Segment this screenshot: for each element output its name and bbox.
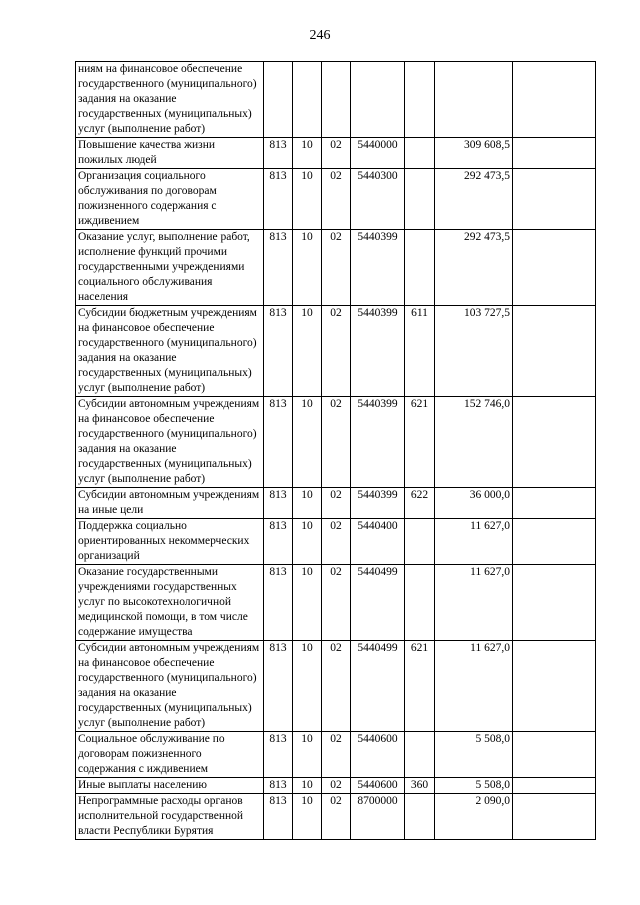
row-name: Социальное обслуживание по договорам пожизненного содержания с иждивением bbox=[76, 732, 264, 778]
ministry-code: 813 bbox=[264, 230, 293, 306]
row-name: ниям на финансовое обеспечение государственного (муниципального) задания на оказание государственных (муниципальных) услуг (выполнение работ) bbox=[76, 62, 264, 138]
subsection-code: 02 bbox=[322, 641, 351, 732]
section-code bbox=[293, 62, 322, 138]
table-row bbox=[76, 794, 596, 840]
page-number: 246 bbox=[309, 28, 331, 43]
target-code: 5440300 bbox=[351, 169, 405, 230]
extra-cell bbox=[513, 778, 596, 794]
amount: 2 090,0 bbox=[435, 794, 513, 840]
target-code: 5440499 bbox=[351, 565, 405, 641]
ministry-code bbox=[264, 62, 293, 138]
target-code bbox=[351, 62, 405, 138]
expense-type-code bbox=[405, 732, 435, 778]
subsection-code bbox=[322, 62, 351, 138]
section-code: 10 bbox=[293, 565, 322, 641]
section-code: 10 bbox=[293, 488, 322, 519]
amount: 103 727,5 bbox=[435, 306, 513, 397]
row-name: Непрограммные расходы органов исполнительной государственной власти Республики Бурятия bbox=[76, 794, 264, 840]
subsection-code: 02 bbox=[322, 794, 351, 840]
target-code: 8700000 bbox=[351, 794, 405, 840]
ministry-code: 813 bbox=[264, 397, 293, 488]
table-row bbox=[76, 641, 596, 732]
expense-type-code: 621 bbox=[405, 641, 435, 732]
ministry-code: 813 bbox=[264, 565, 293, 641]
amount: 309 608,5 bbox=[435, 138, 513, 169]
amount: 292 473,5 bbox=[435, 230, 513, 306]
amount: 11 627,0 bbox=[435, 519, 513, 565]
extra-cell bbox=[513, 519, 596, 565]
section-code: 10 bbox=[293, 732, 322, 778]
target-code: 5440499 bbox=[351, 641, 405, 732]
table-row bbox=[76, 778, 596, 794]
extra-cell bbox=[513, 488, 596, 519]
table-row bbox=[76, 169, 596, 230]
target-code: 5440399 bbox=[351, 488, 405, 519]
expense-type-code: 622 bbox=[405, 488, 435, 519]
table-row bbox=[76, 732, 596, 778]
table-row bbox=[76, 138, 596, 169]
section-code: 10 bbox=[293, 641, 322, 732]
amount: 11 627,0 bbox=[435, 565, 513, 641]
table-row bbox=[76, 488, 596, 519]
table-row bbox=[76, 306, 596, 397]
target-code: 5440399 bbox=[351, 306, 405, 397]
subsection-code: 02 bbox=[322, 169, 351, 230]
section-code: 10 bbox=[293, 794, 322, 840]
row-name: Субсидии автономным учреждениям на иные цели bbox=[76, 488, 264, 519]
row-name: Повышение качества жизни пожилых людей bbox=[76, 138, 264, 169]
section-code: 10 bbox=[293, 138, 322, 169]
extra-cell bbox=[513, 397, 596, 488]
amount: 5 508,0 bbox=[435, 732, 513, 778]
amount: 5 508,0 bbox=[435, 778, 513, 794]
row-name: Иные выплаты населению bbox=[76, 778, 264, 794]
section-code: 10 bbox=[293, 519, 322, 565]
amount: 11 627,0 bbox=[435, 641, 513, 732]
ministry-code: 813 bbox=[264, 138, 293, 169]
table-row bbox=[76, 230, 596, 306]
subsection-code: 02 bbox=[322, 488, 351, 519]
budget-table bbox=[75, 61, 596, 840]
expense-type-code bbox=[405, 230, 435, 306]
table-row bbox=[76, 62, 596, 138]
row-name: Субсидии автономным учреждениям на финансовое обеспечение государственного (муниципального) задания на оказание государственных (муниципальных) услуг (выполнение работ) bbox=[76, 641, 264, 732]
section-code: 10 bbox=[293, 230, 322, 306]
ministry-code: 813 bbox=[264, 778, 293, 794]
table-row bbox=[76, 565, 596, 641]
extra-cell bbox=[513, 169, 596, 230]
subsection-code: 02 bbox=[322, 230, 351, 306]
extra-cell bbox=[513, 794, 596, 840]
ministry-code: 813 bbox=[264, 641, 293, 732]
expense-type-code bbox=[405, 169, 435, 230]
subsection-code: 02 bbox=[322, 732, 351, 778]
extra-cell bbox=[513, 732, 596, 778]
subsection-code: 02 bbox=[322, 397, 351, 488]
expense-type-code bbox=[405, 138, 435, 169]
extra-cell bbox=[513, 641, 596, 732]
section-code: 10 bbox=[293, 397, 322, 488]
extra-cell bbox=[513, 138, 596, 169]
target-code: 5440399 bbox=[351, 397, 405, 488]
expense-type-code: 621 bbox=[405, 397, 435, 488]
section-code: 10 bbox=[293, 169, 322, 230]
subsection-code: 02 bbox=[322, 519, 351, 565]
amount: 152 746,0 bbox=[435, 397, 513, 488]
expense-type-code: 611 bbox=[405, 306, 435, 397]
table-row bbox=[76, 397, 596, 488]
extra-cell bbox=[513, 306, 596, 397]
extra-cell bbox=[513, 565, 596, 641]
ministry-code: 813 bbox=[264, 488, 293, 519]
target-code: 5440000 bbox=[351, 138, 405, 169]
expense-type-code bbox=[405, 519, 435, 565]
extra-cell bbox=[513, 62, 596, 138]
subsection-code: 02 bbox=[322, 306, 351, 397]
expense-type-code bbox=[405, 62, 435, 138]
ministry-code: 813 bbox=[264, 794, 293, 840]
section-code: 10 bbox=[293, 306, 322, 397]
ministry-code: 813 bbox=[264, 169, 293, 230]
subsection-code: 02 bbox=[322, 138, 351, 169]
row-name: Субсидии бюджетным учреждениям на финансовое обеспечение государственного (муниципального) задания на оказание государственных (муниципальных) услуг (выполнение работ) bbox=[76, 306, 264, 397]
target-code: 5440600 bbox=[351, 732, 405, 778]
row-name: Оказание государственными учреждениями государственных услуг по высокотехнологичной медицинской помощи, в том числе содержание имущества bbox=[76, 565, 264, 641]
table-row bbox=[76, 519, 596, 565]
target-code: 5440400 bbox=[351, 519, 405, 565]
ministry-code: 813 bbox=[264, 732, 293, 778]
row-name: Оказание услуг, выполнение работ, исполнение функций прочими государственными учреждениями социального обслуживания населения bbox=[76, 230, 264, 306]
expense-type-code bbox=[405, 794, 435, 840]
extra-cell bbox=[513, 230, 596, 306]
ministry-code: 813 bbox=[264, 519, 293, 565]
section-code: 10 bbox=[293, 778, 322, 794]
ministry-code: 813 bbox=[264, 306, 293, 397]
amount bbox=[435, 62, 513, 138]
subsection-code: 02 bbox=[322, 778, 351, 794]
target-code: 5440600 bbox=[351, 778, 405, 794]
row-name: Поддержка социально ориентированных некоммерческих организаций bbox=[76, 519, 264, 565]
amount: 36 000,0 bbox=[435, 488, 513, 519]
amount: 292 473,5 bbox=[435, 169, 513, 230]
expense-type-code bbox=[405, 565, 435, 641]
row-name: Организация социального обслуживания по договорам пожизненного содержания с иждивением bbox=[76, 169, 264, 230]
row-name: Субсидии автономным учреждениям на финансовое обеспечение государственного (муниципального) задания на оказание государственных (муниципальных) услуг (выполнение работ) bbox=[76, 397, 264, 488]
subsection-code: 02 bbox=[322, 565, 351, 641]
expense-type-code: 360 bbox=[405, 778, 435, 794]
target-code: 5440399 bbox=[351, 230, 405, 306]
